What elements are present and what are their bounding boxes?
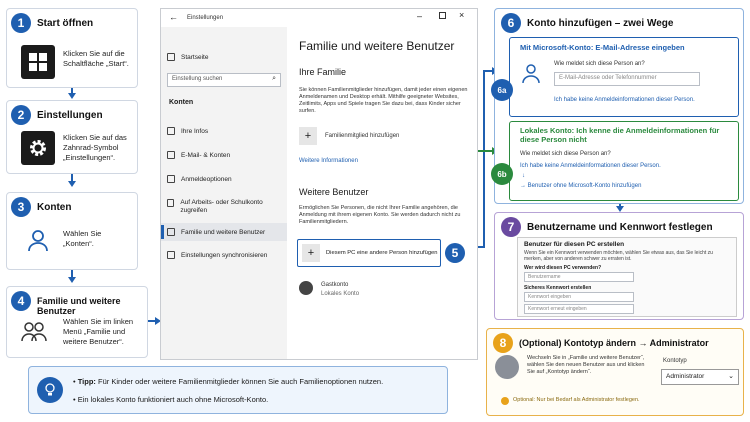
- step-6-card: [494, 8, 744, 204]
- search-icon: ⌕: [272, 75, 276, 82]
- create-user-form: [517, 237, 737, 317]
- settings-window: [160, 8, 478, 360]
- step-2-text: Klicken Sie auf das Zahnrad-Symbol „Einstellungen“.: [63, 133, 127, 162]
- add-family-button[interactable]: + Familienmitglied hinzufügen: [299, 125, 469, 147]
- option-6b-title: Lokales Konto: Ich kenne die Anmeldeinformationen für diese Person nicht: [520, 126, 720, 144]
- email-input[interactable]: E-Mail-Adresse oder Telefonnummer: [554, 72, 700, 86]
- label-6a: 6a: [491, 79, 513, 101]
- step-3-text: Wählen Sie „Konten“.: [63, 229, 102, 248]
- step-7-number: 7: [501, 217, 521, 237]
- no-credentials-link-a[interactable]: Ich habe keine Anmeldeinformationen dieser Person.: [554, 97, 695, 103]
- person-icon: [167, 127, 175, 135]
- form-text: Wenn Sie ein Kennwort verwenden möchten, wählen Sie etwas aus, das Sie leicht zu merken, aber von anderen schwer zu erraten ist.: [524, 250, 713, 262]
- step-4-text: Wählen Sie im linken Menü „Familie und weitere Benutzer“.: [63, 317, 134, 346]
- users-icon: [17, 315, 51, 349]
- step-5-number: 5: [445, 243, 465, 263]
- step-6-number: 6: [501, 13, 521, 33]
- chevron-down-icon: ⌄: [728, 373, 734, 380]
- option-6b-question: Wie meldet sich diese Person an?: [520, 151, 611, 157]
- guest-name: Gastkonto: [321, 282, 349, 288]
- account-type-label: Kontotyp: [663, 358, 687, 364]
- option-6a-title: Mit Microsoft-Konto: E-Mail-Adresse eingeben: [520, 43, 685, 52]
- add-other-person-button[interactable]: + Diesem PC eine andere Person hinzufügen: [297, 239, 441, 267]
- step-7-card: [494, 212, 744, 320]
- close-icon[interactable]: ×: [459, 10, 465, 20]
- option-6a-question: Wie meldet sich diese Person an?: [554, 61, 645, 67]
- window-title: Einstellungen: [187, 15, 224, 21]
- section-heading: Konten: [169, 99, 194, 106]
- nav-family-selected[interactable]: Familie und weitere Benutzer: [161, 223, 287, 241]
- home-link[interactable]: Startseite: [167, 53, 208, 61]
- form-title: Benutzer für diesen PC erstellen: [524, 241, 625, 248]
- step-6-title: Konto hinzufügen – zwei Wege: [527, 18, 674, 29]
- user-icon: [520, 62, 542, 89]
- step-1-number: 1: [11, 13, 31, 33]
- maximize-icon[interactable]: [439, 12, 446, 19]
- question-user: Wer wird diesen PC verwenden?: [524, 265, 602, 271]
- step-8-card: [486, 328, 744, 416]
- step-1-title: Start öffnen: [37, 18, 94, 29]
- lightbulb-icon: [37, 377, 63, 403]
- step-8-text: Wechseln Sie in „Familie und weitere Benutzer“, wählen Sie den neuen Benutzer aus und klicken Sie auf „Kontotyp ändern“.: [527, 355, 645, 375]
- step-8-note: Optional: Nur bei Bedarf als Administrator festlegen.: [513, 397, 640, 403]
- step-4-title: Familie und weitere Benutzer: [37, 296, 121, 316]
- step-2-title: Einstellungen: [37, 110, 103, 121]
- step-4-number: 4: [11, 291, 31, 311]
- more-info-link[interactable]: Weitere Informationen: [299, 158, 358, 164]
- sidebar: [161, 27, 287, 359]
- key-icon: [167, 175, 175, 183]
- tip-box: [28, 366, 448, 414]
- username-input[interactable]: Benutzername: [524, 272, 634, 282]
- plus-icon: +: [299, 127, 317, 145]
- no-credentials-link-b[interactable]: Ich habe keine Anmeldeinformationen dieser Person.: [520, 163, 661, 169]
- step-7-title: Benutzername und Kennwort festlegen: [527, 222, 713, 233]
- back-arrow-icon[interactable]: ←: [169, 12, 178, 22]
- nav-your-info[interactable]: Ihre Infos: [167, 127, 208, 135]
- gear-icon: [21, 131, 55, 165]
- mail-icon: [167, 151, 175, 159]
- other-users-heading: Weitere Benutzer: [299, 187, 369, 197]
- account-type-select[interactable]: Administrator ⌄: [661, 369, 739, 385]
- step-3-title: Konten: [37, 202, 72, 213]
- password-input[interactable]: Kennwort eingeben: [524, 292, 634, 302]
- tip-line-2: • Ein lokales Konto funktioniert auch ohne Microsoft-Konto.: [73, 395, 269, 404]
- user-icon: [21, 223, 55, 257]
- search-input[interactable]: Einstellung suchen ⌕: [167, 73, 281, 87]
- nav-email-accounts[interactable]: E-Mail- & Konten: [167, 151, 230, 159]
- minimize-icon[interactable]: –: [417, 11, 423, 21]
- home-icon: [167, 53, 175, 61]
- nav-work-school[interactable]: Auf Arbeits- oder Schulkonto zugreifen: [167, 199, 279, 215]
- tip-line-1: • Tipp: Für Kinder oder weitere Familienmitglieder können Sie auch Familienoptionen nutzen.: [73, 377, 384, 386]
- guest-avatar: [299, 281, 313, 295]
- other-users-text: Ermöglichen Sie Personen, die nicht Ihrer Familie angehören, die Anmeldung mit ihrem eigenen Konto. Sie werden dadurch nicht zu Familienmitgliedern.: [299, 205, 461, 225]
- option-6b-panel: [509, 121, 739, 201]
- option-6a-panel: [509, 37, 739, 117]
- add-without-microsoft-link[interactable]: → Benutzer ohne Microsoft-Konto hinzufügen: [520, 183, 642, 189]
- label-6b: 6b: [491, 163, 513, 185]
- nav-sync[interactable]: Einstellungen synchronisieren: [167, 251, 267, 259]
- step-3-card: [6, 192, 138, 270]
- main-title: Familie und weitere Benutzer: [299, 39, 455, 53]
- family-icon: [167, 228, 175, 236]
- step-4-card: [6, 286, 148, 358]
- title-bar: [161, 9, 477, 27]
- step-8-number: 8: [493, 333, 513, 353]
- down-arrow-icon: ↓: [522, 173, 525, 179]
- step-2-number: 2: [11, 105, 31, 125]
- question-password: Sicheres Kennwort erstellen: [524, 285, 592, 291]
- family-heading: Ihre Familie: [299, 67, 347, 77]
- plus-icon: +: [302, 244, 320, 262]
- password-confirm-input[interactable]: Kennwort erneut eingeben: [524, 304, 634, 314]
- step-1-text: Klicken Sie auf die Schaltfläche „Start“.: [63, 49, 129, 68]
- sync-icon: [167, 251, 175, 259]
- nav-signin-options[interactable]: Anmeldeoptionen: [167, 175, 232, 183]
- step-8-title: (Optional) Kontotyp ändern → Administrator: [519, 338, 709, 348]
- briefcase-icon: [167, 199, 174, 207]
- step-2-card: [6, 100, 138, 174]
- windows-logo-icon: [21, 45, 55, 79]
- family-text: Sie können Familienmitglieder hinzufügen, damit jeder einen eigenen Anmeldenamen und Desktop erhält. Mithilfe geeigneter Websites, Zeitlimits, Apps und Spiele tragen Sie dazu bei, dass Kinder sicher surfen.: [299, 87, 468, 114]
- avatar: [495, 355, 519, 379]
- guest-sub: Lokales Konto: [321, 291, 360, 297]
- step-1-card: [6, 8, 138, 88]
- warning-icon: [501, 397, 509, 405]
- step-3-number: 3: [11, 197, 31, 217]
